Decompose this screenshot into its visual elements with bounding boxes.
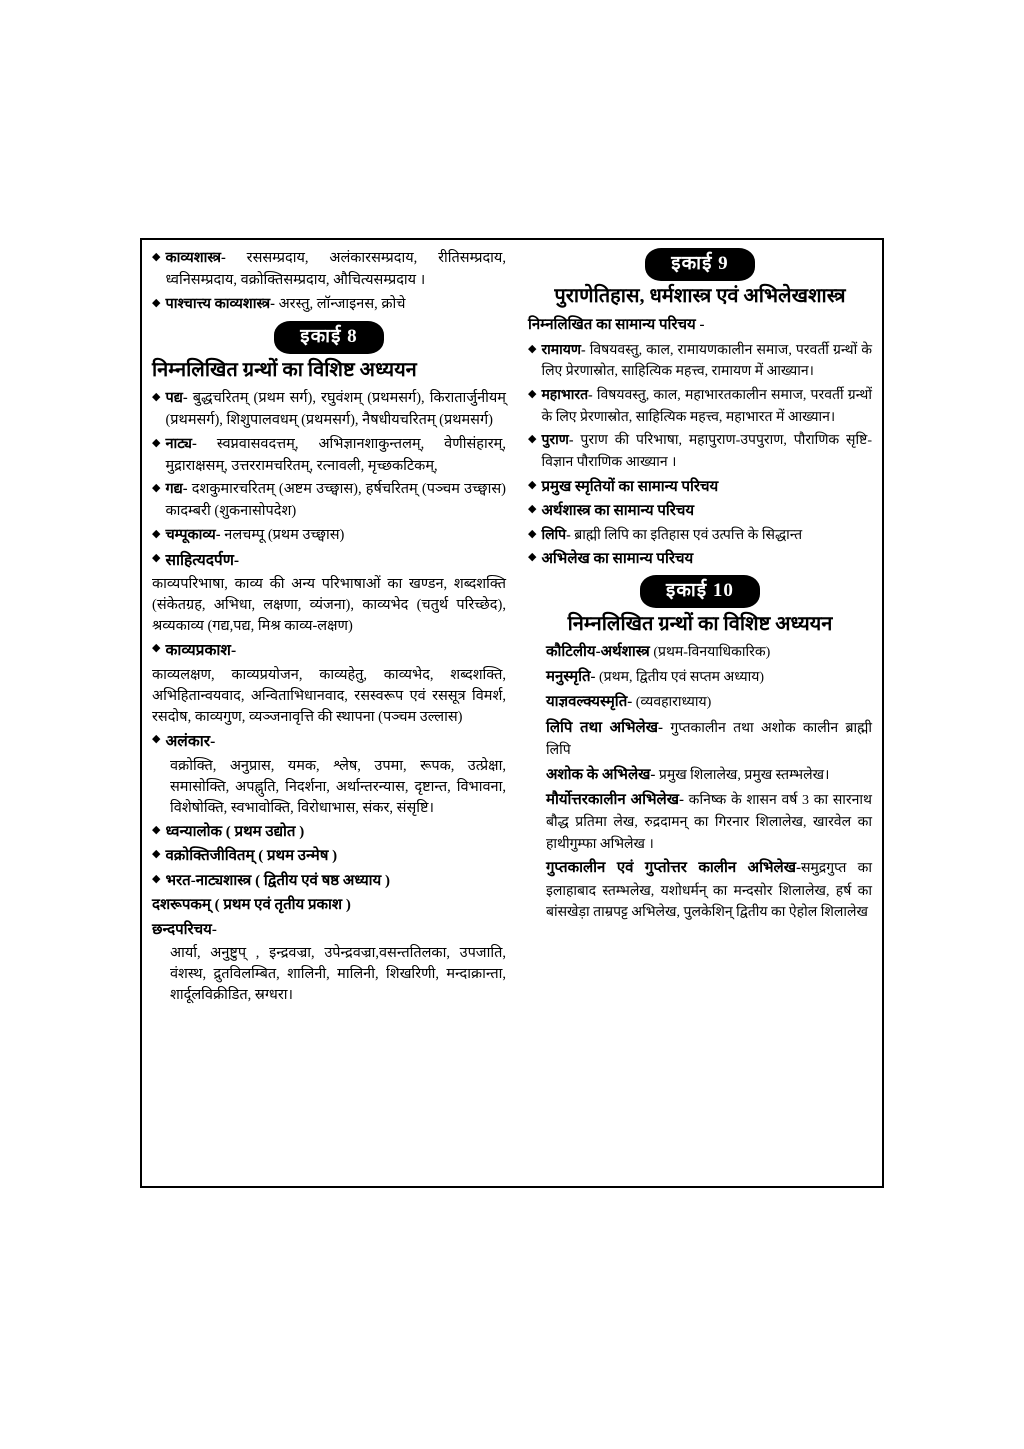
list-item-text: अभिलेख का सामान्य परिचय bbox=[541, 551, 694, 568]
list-item-text: वक्रोक्तिजीवितम् ( प्रथम उन्मेष ) bbox=[165, 848, 338, 865]
term-detail: पुराण की परिभाषा, महापुराण-उपपुराण, पौराणिक सृष्टि-विज्ञान पौराणिक आख्यान । bbox=[541, 433, 872, 470]
diamond-bullet-icon: ◆ bbox=[527, 527, 537, 540]
study-item bbox=[528, 789, 872, 856]
study-item bbox=[528, 691, 872, 714]
diamond-bullet-icon: ◆ bbox=[527, 387, 537, 400]
left-column bbox=[142, 240, 516, 1186]
list-item-text bbox=[541, 525, 872, 547]
status-badge: इकाई 9 bbox=[645, 248, 754, 281]
study-item bbox=[528, 666, 872, 689]
term-label: काव्यप्रकाश- bbox=[165, 642, 237, 660]
list-item bbox=[152, 479, 506, 523]
list-item bbox=[152, 549, 506, 573]
term-detail: (व्यवहाराध्याय) bbox=[632, 695, 712, 711]
diamond-bullet-icon: ◆ bbox=[152, 733, 161, 746]
dasharupakam-line: दशरूपकम् ( प्रथम एवं तृतीय प्रकाश ) bbox=[152, 897, 351, 914]
list-item bbox=[528, 430, 872, 473]
list-item bbox=[152, 294, 506, 316]
diamond-bullet-icon: ◆ bbox=[152, 391, 161, 404]
status-badge: इकाई 8 bbox=[274, 321, 383, 354]
term-detail: विषयवस्तु, काल, रामायणकालीन समाज, परवर्ती ग्रन्थों के लिए प्रेरणास्रोत, साहित्यिक महत्त्व, रामायण में आख्यान। bbox=[541, 342, 872, 380]
list-item-text bbox=[541, 430, 872, 473]
term-label: चम्पूकाव्य- bbox=[165, 526, 221, 543]
diamond-bullet-icon: ◆ bbox=[152, 436, 161, 449]
document-page bbox=[140, 238, 884, 1188]
term-detail: विषयवस्तु, काल, महाभारतकालीन समाज, परवर्ती ग्रन्थों के लिए प्रेरणास्रोत, साहित्यिक महत्त्व, महाभारत में आख्यान। bbox=[541, 387, 872, 425]
status-badge: इकाई 10 bbox=[640, 575, 760, 608]
list-item bbox=[528, 476, 872, 499]
list-item-text bbox=[541, 385, 872, 428]
term-detail: प्रमुख शिलालेख, प्रमुख स्तम्भलेख। bbox=[655, 767, 830, 783]
term-label: गद्य- bbox=[165, 481, 188, 498]
unit-badge-wrap bbox=[152, 321, 506, 354]
list-item-text bbox=[165, 639, 506, 663]
study-item bbox=[528, 857, 872, 924]
list-item bbox=[152, 525, 506, 547]
term-detail: (प्रथम, द्वितीय एवं सप्तम अध्याय) bbox=[595, 670, 764, 686]
term-label: अलंकार- bbox=[165, 733, 216, 751]
list-item bbox=[152, 639, 506, 663]
term-label: नाट्य- bbox=[165, 435, 197, 452]
sahityadarpan-detail: काव्यपरिभाषा, काव्य की अन्य परिभाषाओं का खण्डन, शब्दशक्ति (संकेतग्रह, अभिधा, लक्षणा, व्यंजना), काव्यभेद (चतुर्थ परिच्छेद), श्रव्यकाव्य (गद्य,पद्य, मिश्र काव्य-लक्षण) bbox=[152, 576, 506, 635]
term-detail: स्वप्नवासवदत्तम्, अभिज्ञानशाकुन्तलम्, वेणीसंहारम्, मुद्राराक्षसम्, उत्तररामचरितम्, रत्नावली, मृच्छकटिकम्, bbox=[165, 435, 506, 474]
term-label: रामायण- bbox=[541, 342, 586, 358]
alankar-detail: वक्रोक्ति, अनुप्रास, यमक, श्लेष, उपमा, रूपक, उत्प्रेक्षा, समासोक्ति, अपह्नुति, निदर्शना, अर्थान्तरन्यास, दृष्टान्त, विभावना, विशेषोक्ति, स्वभावोक्ति, विरोधाभास, संकर, संसृष्टि। bbox=[170, 757, 506, 816]
term-detail: रससम्प्रदाय, अलंकारसम्प्रदाय, रीतिसम्प्रदाय, ध्वनिसम्प्रदाय, वक्रोक्तिसम्प्रदाय, औचित्यसम्प्रदाय । bbox=[165, 250, 506, 288]
right-column bbox=[516, 240, 882, 1186]
term-detail: (प्रथम-विनयाधिकारिक) bbox=[649, 644, 771, 660]
diamond-bullet-icon: ◆ bbox=[527, 503, 537, 516]
diamond-bullet-icon: ◆ bbox=[152, 251, 161, 263]
diamond-bullet-icon: ◆ bbox=[152, 551, 161, 564]
list-item-text bbox=[165, 730, 506, 754]
term-label: मनुस्मृति- bbox=[545, 669, 596, 686]
term-label: पाश्चात्त्य काव्यशास्त्र- bbox=[165, 295, 275, 312]
term-detail: गुप्तकालीन तथा अशोक कालीन ब्राह्मी लिपि bbox=[545, 720, 872, 758]
study-item bbox=[528, 764, 872, 787]
list-item bbox=[528, 525, 872, 547]
diamond-bullet-icon: ◆ bbox=[527, 478, 537, 491]
list-item-text bbox=[165, 248, 506, 292]
list-item bbox=[152, 730, 506, 754]
study-item bbox=[528, 641, 872, 664]
term-label: लिपि तथा अभिलेख- bbox=[545, 719, 663, 736]
diamond-bullet-icon: ◆ bbox=[527, 433, 537, 446]
term-detail: अरस्तु, लॉन्जाइनस, क्रोचे bbox=[274, 295, 406, 312]
diamond-bullet-icon: ◆ bbox=[152, 482, 161, 495]
list-item bbox=[528, 548, 872, 571]
term-detail: ब्राह्मी लिपि का इतिहास एवं उत्पत्ति के सिद्धान्त bbox=[570, 527, 803, 543]
term-label: पद्य- bbox=[165, 390, 188, 407]
diamond-bullet-icon: ◆ bbox=[152, 872, 161, 885]
page-title: निम्नलिखित ग्रन्थों का विशिष्ट अध्ययन bbox=[152, 359, 417, 382]
list-item-text: भरत-नाट्यशास्त्र ( द्वितीय एवं षष्ठ अध्याय ) bbox=[165, 872, 390, 889]
term-label: काव्यशास्त्र- bbox=[165, 250, 226, 266]
term-label: लिपि- bbox=[541, 527, 571, 543]
list-item-text bbox=[165, 479, 506, 523]
kavyaprakash-detail: काव्यलक्षण, काव्यप्रयोजन, काव्यहेतु, काव्यभेद, शब्दशक्ति, अभिहितान्वयवाद, अन्विताभिधानवाद, रसस्वरूप एवं रससूत्र विमर्श, रसदोष, काव्यगुण, व्यञ्जनावृत्ति की स्थापना (पञ्चम उल्लास) bbox=[152, 667, 506, 726]
diamond-bullet-icon: ◆ bbox=[152, 823, 161, 836]
term-label: गुप्तकालीन एवं गुप्तोत्तर कालीन अभिलेख- bbox=[545, 860, 801, 877]
unit-badge-wrap bbox=[528, 248, 872, 281]
diamond-bullet-icon: ◆ bbox=[527, 342, 537, 355]
list-item-text: ध्वन्यालोक ( प्रथम उद्योत ) bbox=[165, 823, 305, 840]
term-label: कौटिलीय-अर्थशास्त्र bbox=[545, 643, 650, 660]
term-label: साहित्यदर्पण- bbox=[165, 551, 240, 569]
list-item-text: प्रमुख स्मृतियों का सामान्य परिचय bbox=[541, 478, 719, 495]
list-item-text bbox=[165, 294, 506, 316]
term-detail: कनिष्क के शासन वर्ष 3 का सारनाथ बौद्ध प्रतिमा लेख, रुद्रदामन् का गिरनार शिलालेख, खारवेल का हाथीगुम्फा अभिलेख । bbox=[545, 792, 872, 852]
chhandparichay-detail: आर्या, अनुष्टुप् , इन्द्रवज्रा, उपेन्द्रवज्रा,वसन्ततिलका, उपजाति, वंशस्थ, द्रुतविलम्बित, शालिनी, मालिनी, शिखरिणी, मन्दाक्रान्ता, शार्दूलविक्रीडित, स्रग्धरा। bbox=[170, 945, 506, 1004]
term-label: याज्ञवल्क्यस्मृति- bbox=[545, 694, 633, 711]
diamond-bullet-icon: ◆ bbox=[152, 642, 161, 655]
list-item bbox=[528, 340, 872, 383]
section-lead: निम्नलिखित का सामान्य परिचय - bbox=[527, 317, 705, 333]
term-detail: नलचम्पू (प्रथम उच्छ्वास) bbox=[220, 526, 345, 543]
list-item-text bbox=[165, 549, 506, 573]
list-item-text: अर्थशास्त्र का सामान्य परिचय bbox=[541, 503, 695, 520]
diamond-bullet-icon: ◆ bbox=[152, 296, 161, 309]
unit-title: पुराणेतिहास, धर्मशास्त्र एवं अभिलेखशास्त्र bbox=[554, 285, 846, 307]
list-item bbox=[152, 248, 506, 292]
study-item bbox=[528, 717, 872, 762]
unit-badge-wrap bbox=[528, 575, 872, 608]
list-item bbox=[152, 434, 506, 478]
list-item bbox=[152, 388, 506, 432]
diamond-bullet-icon: ◆ bbox=[527, 551, 537, 564]
list-item bbox=[152, 870, 506, 893]
list-item bbox=[528, 500, 872, 523]
diamond-bullet-icon: ◆ bbox=[152, 527, 161, 540]
term-label: मौर्योत्तरकालीन अभिलेख- bbox=[545, 791, 684, 808]
list-item-text bbox=[165, 525, 506, 547]
list-item-text bbox=[165, 434, 506, 478]
list-item bbox=[528, 385, 872, 428]
list-item bbox=[152, 821, 506, 844]
term-label: पुराण- bbox=[541, 433, 574, 449]
chhandparichay-heading: छन्दपरिचय- bbox=[152, 921, 217, 938]
list-item-text bbox=[165, 388, 506, 432]
term-detail: बुद्धचरितम् (प्रथम सर्ग), रघुवंशम् (प्रथमसर्ग), किरातार्जुनीयम् (प्रथमसर्ग), शिशुपालवधम् (प्रथमसर्ग), नैषधीयचरितम् (प्रथमसर्ग) bbox=[165, 390, 506, 428]
page-title: निम्नलिखित ग्रन्थों का विशिष्ट अध्ययन bbox=[567, 612, 833, 635]
list-item-text bbox=[541, 340, 872, 383]
term-detail: समुद्रगुप्त का इलाहाबाद स्तम्भलेख, यशोधर्मन् का मन्दसोर शिलालेख, हर्ष का बांसखेड़ा ताम्रपट्ट अभिलेख, पुलकेशिन् द्वितीय का ऐहोल शिलालेख bbox=[545, 861, 872, 921]
diamond-bullet-icon: ◆ bbox=[152, 848, 161, 861]
term-detail: दशकुमारचरितम् (अष्टम उच्छ्वास), हर्षचरितम् (पञ्चम उच्छ्वास) कादम्बरी (शुकनासोपदेश) bbox=[165, 481, 506, 519]
list-item bbox=[152, 845, 506, 868]
term-label: अशोक के अभिलेख- bbox=[545, 766, 656, 783]
term-label: महाभारत- bbox=[541, 387, 593, 403]
